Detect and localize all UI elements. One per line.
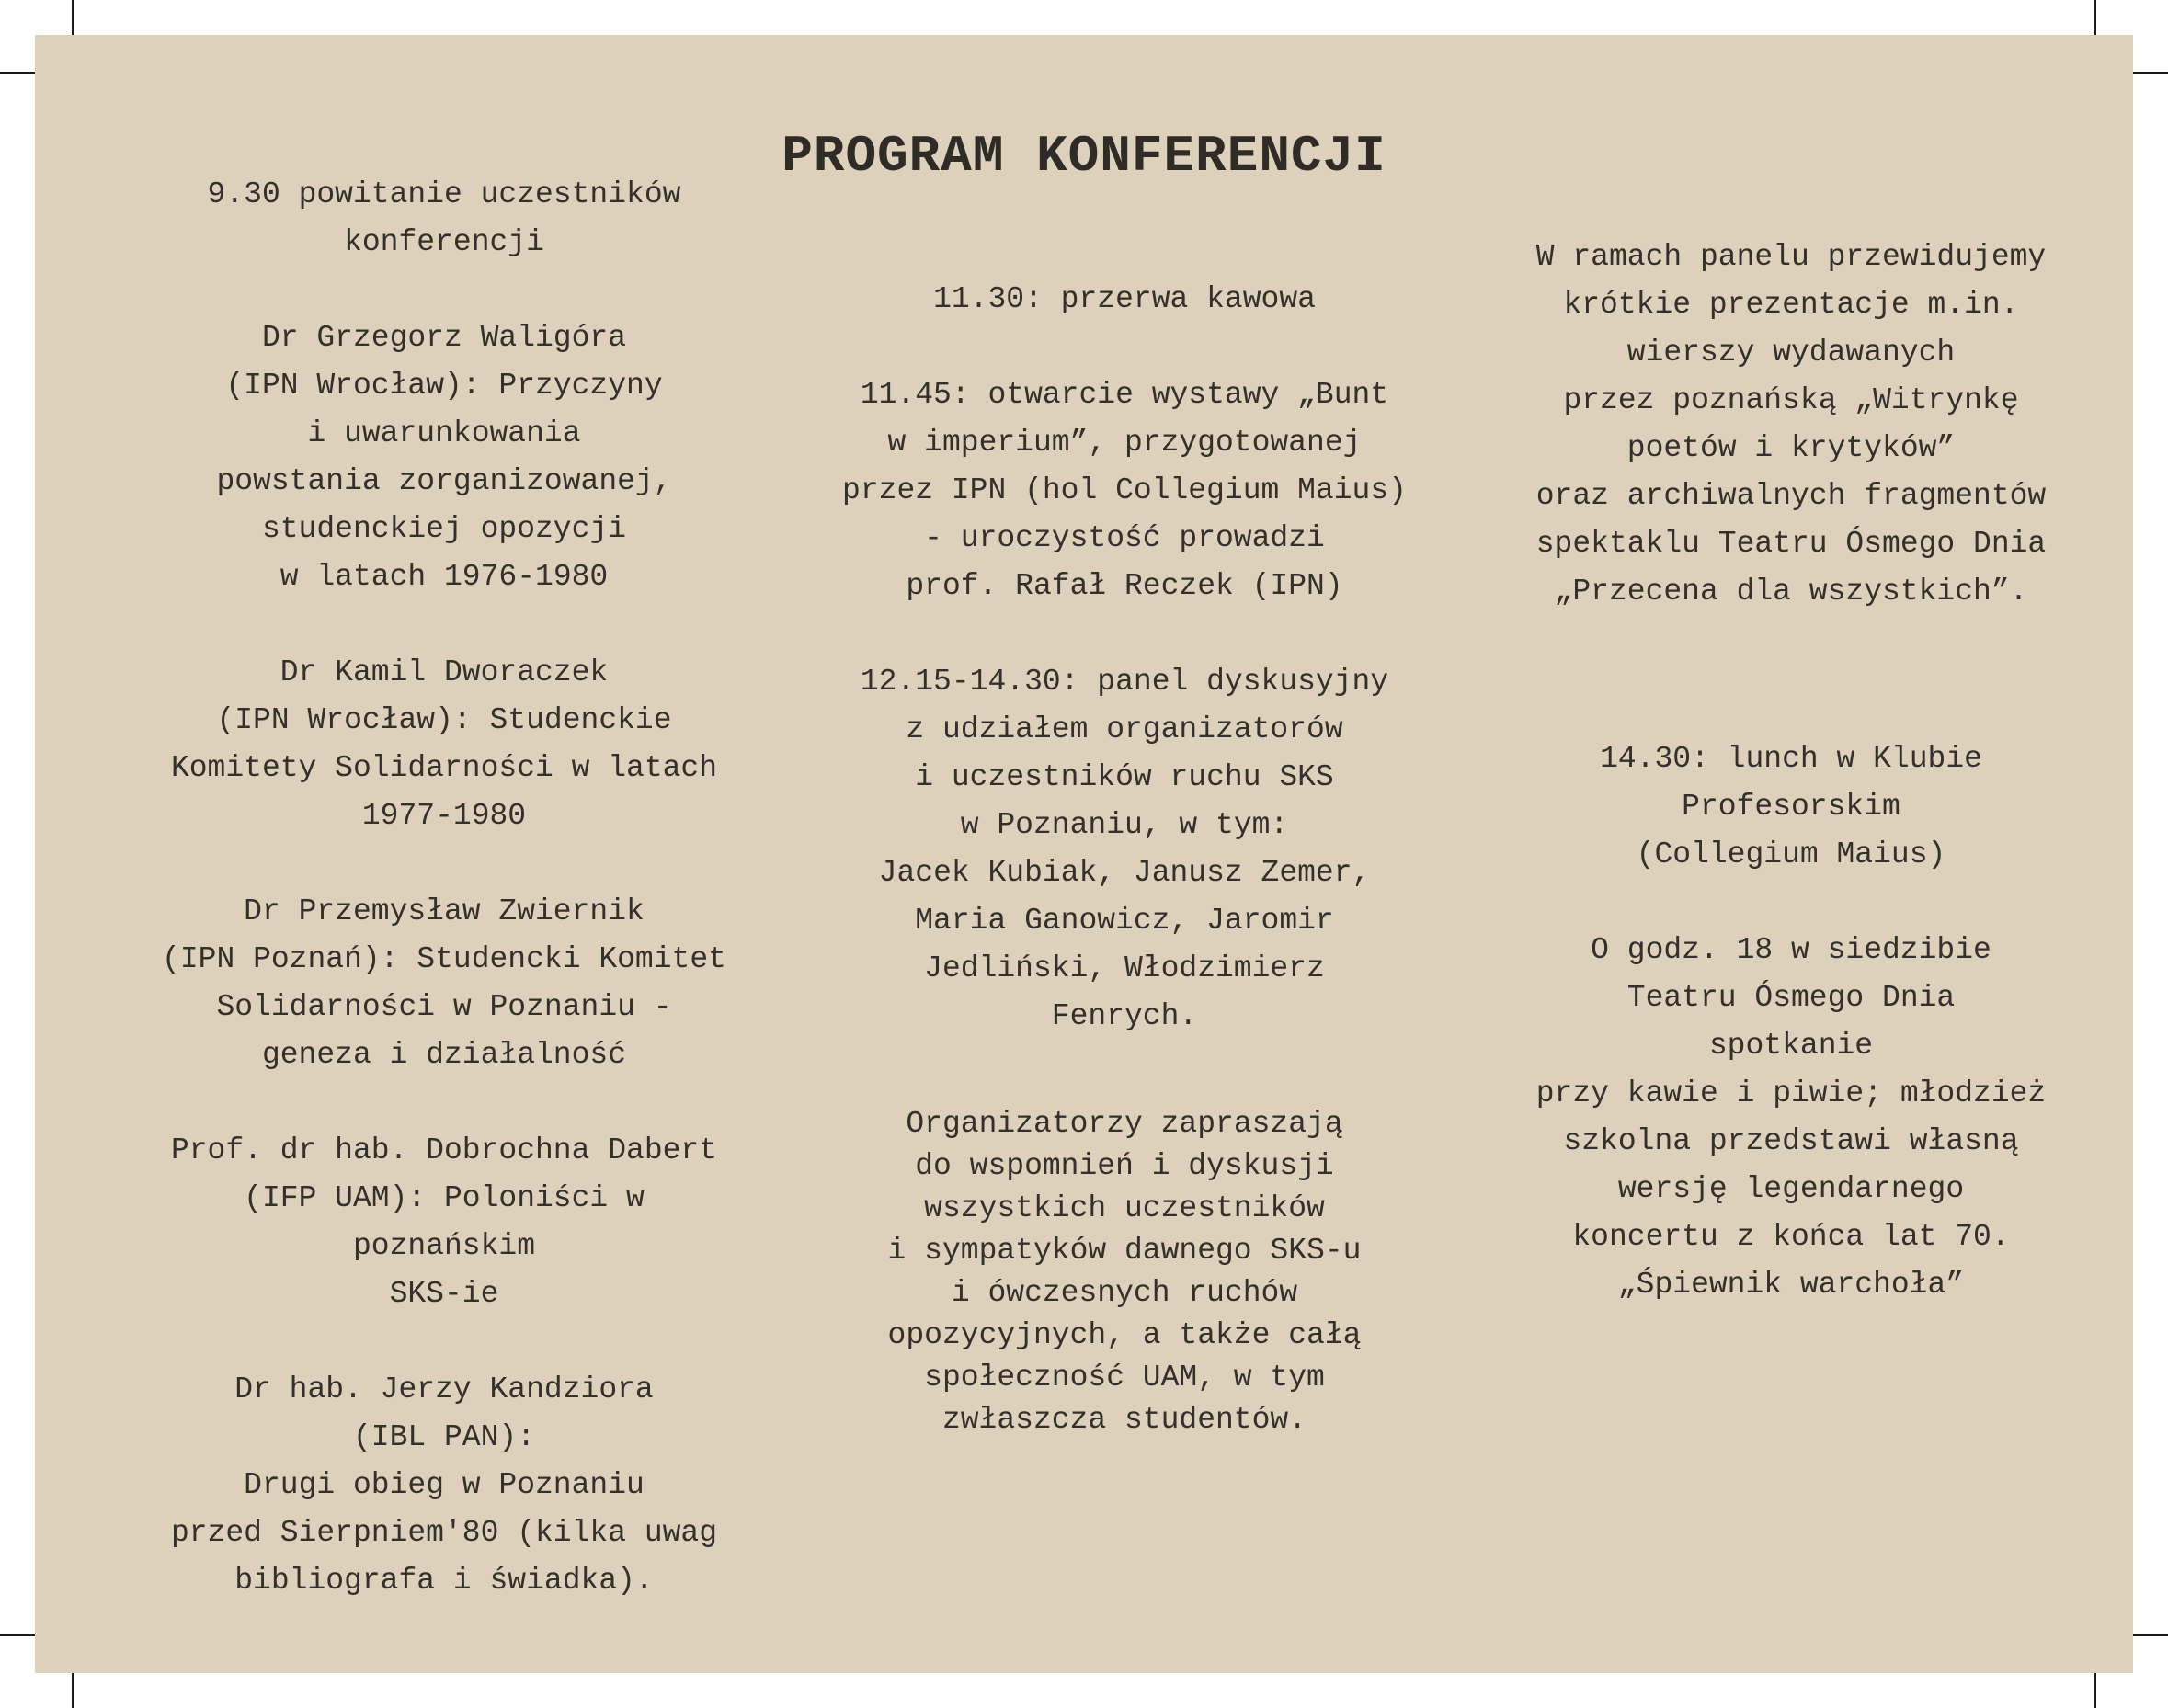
program-text-line: i uwarunkowania [307,416,581,450]
program-text-line: 1977-1980 [361,799,527,833]
program-text-line: spotkanie [1708,1029,1874,1063]
program-text-line: 9.30 powitanie uczestników [207,177,681,211]
program-text-line: Jedliński, Włodzimierz [924,951,1325,985]
program-text-line: społeczność UAM, w tym [924,1361,1325,1395]
program-text-line: przy kawie i piwie; młodzież [1535,1076,2047,1110]
program-text-line: 11.45: otwarcie wystawy „Bunt [860,378,1389,412]
program-text-line: przed Sierpniem'80 (kilka uwag [170,1516,718,1550]
program-text-line: z udziałem organizatorów [906,712,1343,746]
crop-mark [2133,1634,2168,1636]
left-column [90,171,798,1653]
crop-mark [72,1673,74,1708]
program-text-line: - uroczystość prowadzi [924,521,1325,555]
crop-mark [2094,1673,2096,1708]
program-text-line: oraz archiwalnych fragmentów [1535,479,2047,513]
program-text-line: 14.30: lunch w Klubie [1600,742,1982,776]
program-text-line: koncertu z końca lat 70. [1572,1220,2010,1254]
program-text-line: Prof. dr hab. Dobrochna Dabert [170,1133,718,1167]
program-text-line: do wspomnień i dyskusji [915,1149,1334,1183]
panel-discussion-item [752,658,1497,1041]
program-text-line: przez IPN (hol Collegium Maius) [842,473,1407,507]
program-text-line: Fenrych. [1051,999,1198,1033]
talk-waligora [90,314,798,601]
program-text-line: Maria Ganowicz, Jaromir [915,904,1334,938]
program-text-line: SKS-ie [389,1277,499,1311]
crop-mark [0,72,35,74]
crop-mark [2094,0,2096,35]
program-text-line: wersję legendarnego [1617,1172,1965,1206]
middle-column [752,276,1497,1489]
program-text-line: prof. Rafał Reczek (IPN) [906,569,1343,603]
program-text-line: Profesorskim [1682,790,1900,824]
program-text-line: geneza i działalność [261,1038,627,1072]
program-text-line: Dr Przemysław Zwiernik [244,894,645,928]
program-text-line: W ramach panelu przewidujemy [1535,240,2047,274]
program-text-line: Drugi obieg w Poznaniu [244,1468,645,1502]
program-text-line: poznańskim [352,1229,536,1263]
right-column [1432,233,2150,1357]
program-text-line: studenckiej opozycji [261,512,627,546]
evening-meeting-item [1432,927,2150,1309]
program-text-line: Solidarności w Poznaniu - [216,990,672,1024]
program-text-line: Jacek Kubiak, Janusz Zemer, [878,856,1371,890]
program-text-line: i uczestników ruchu SKS [915,760,1334,794]
program-text-line: powstania zorganizowanej, [216,464,672,498]
program-text-line: (IBL PAN): [352,1420,536,1454]
talk-dworaczek [90,649,798,840]
program-text-line: Dr hab. Jerzy Kandziora [234,1372,654,1406]
program-text-line: O godz. 18 w siedzibie [1591,933,1991,967]
program-text-line: spektaklu Teatru Ósmego Dnia [1535,527,2047,561]
program-text-line: Komitety Solidarności w latach [170,751,718,785]
crop-mark [72,0,74,35]
program-text-line: opozycyjnych, a także całą [887,1318,1362,1352]
program-text-line: wierszy wydawanych [1626,336,1956,370]
program-text-line: i sympatyków dawnego SKS-u [887,1234,1362,1268]
program-text-line: przez poznańską „Witrynkę [1563,383,2019,417]
program-text-line: „Przecena dla wszystkich”. [1554,575,2028,609]
program-text-line: w imperium”, przygotowanej [887,426,1362,460]
program-text-line: zwłaszcza studentów. [941,1403,1307,1437]
program-text-line: w Poznaniu, w tym: [960,808,1289,842]
panel-presentations-item [1432,233,2150,616]
program-panel [35,35,2133,1673]
program-text-line: poetów i krytyków” [1626,431,1956,465]
program-text-line: szkolna przedstawi własną [1563,1124,2019,1158]
crop-mark [0,1634,35,1636]
program-text-line: w latach 1976-1980 [280,560,609,594]
program-text-line: (IPN Wrocław): Studenckie [216,703,672,737]
exhibition-opening-item [752,371,1497,610]
program-text-line: „Śpiewnik warchoła” [1617,1268,1965,1302]
program-text-line: Dr Kamil Dworaczek [280,655,609,689]
lunch-item [1432,735,2150,879]
program-text-line: Teatru Ósmego Dnia [1626,981,1956,1015]
talk-kandziora [90,1366,798,1605]
program-text-line: wszystkich uczestników [924,1191,1325,1225]
program-text-line: Dr Grzegorz Waligóra [261,321,627,355]
invitation-item [752,1103,1497,1441]
program-text-line: Organizatorzy zapraszają [906,1107,1343,1141]
program-text-line: i ówczesnych ruchów [951,1276,1298,1310]
coffee-break-item [752,276,1497,324]
program-text-line: (Collegium Maius) [1636,837,1946,871]
program-text-line: krótkie prezentacje m.in. [1563,288,2019,322]
program-text-line: (IPN Wrocław): Przyczyny [225,369,663,403]
program-text-line: 11.30: przerwa kawowa [933,282,1316,316]
program-text-line: (IFP UAM): Poloniści w [244,1181,645,1215]
program-text-line: bibliografa i świadka). [234,1564,654,1598]
program-text-line: 12.15-14.30: panel dyskusyjny [860,665,1389,699]
crop-mark [2133,72,2168,74]
talk-zwiernik [90,888,798,1079]
talk-dabert [90,1127,798,1318]
program-text-line: (IPN Poznań): Studencki Komitet [162,942,726,976]
welcome-item [90,171,798,267]
page-title: PROGRAM KONFERENCJI [782,127,1386,186]
program-text-line: konferencji [344,225,544,259]
